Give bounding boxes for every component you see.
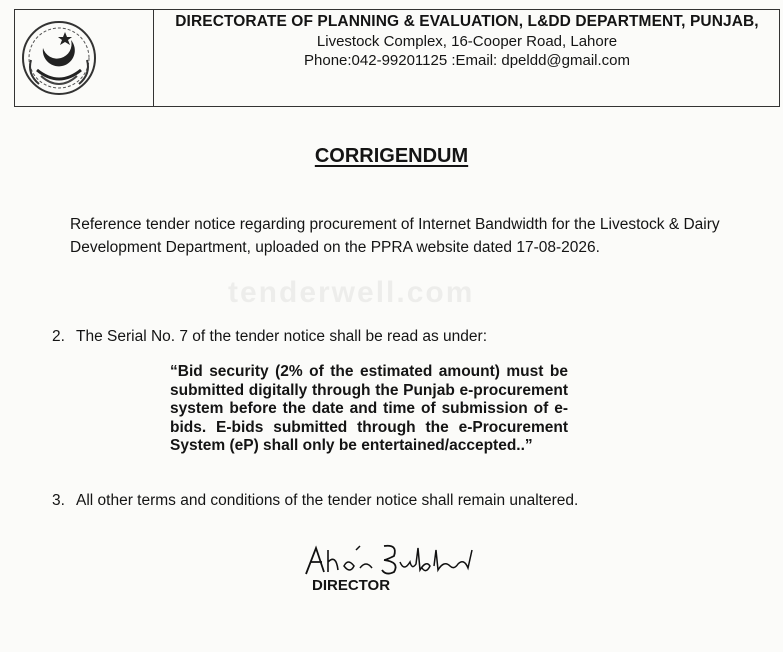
- letterhead: [14, 9, 780, 107]
- item-2-text: The Serial No. 7 of the tender notice shall be read as under:: [76, 328, 487, 345]
- handwritten-signature: [300, 540, 480, 580]
- item-2: [52, 325, 487, 348]
- item-3: [52, 489, 578, 512]
- organization-header: [155, 12, 779, 70]
- signatory-designation: DIRECTOR: [312, 577, 391, 594]
- watermark: tenderwell.com: [228, 276, 475, 309]
- item-3-number: 3.: [52, 492, 65, 509]
- item-2-number: 2.: [52, 328, 65, 345]
- document-title-text: CORRIGENDUM: [314, 145, 469, 167]
- item-3-text: All other terms and conditions of the tender notice shall remain unaltered.: [76, 492, 579, 509]
- organization-name: DIRECTORATE OF PLANNING & EVALUATION, L&DD DEPARTMENT, PUNJAB,: [175, 13, 759, 30]
- item-2-quote: “Bid security (2% of the estimated amount) must be submitted digitally through the Punjab e-procurement system before the date and time of submission of e-bids. E-bids submitted through the e-Procurement System (eP) shall only be entertained/accepted..”: [170, 363, 568, 454]
- reference-paragraph: Reference tender notice regarding procurement of Internet Bandwidth for the Livestock & Dairy Development Department, uploaded on the PPRA website dated 17-08-2026.: [70, 216, 720, 256]
- organization-address: Livestock Complex, 16-Cooper Road, Lahore: [316, 33, 618, 50]
- document-title: [0, 145, 783, 168]
- logo-cell: [15, 10, 154, 106]
- organization-contact: Phone:042-99201125 :Email: dpeldd@gmail.com: [304, 52, 630, 69]
- punjab-government-emblem-icon: [19, 18, 99, 98]
